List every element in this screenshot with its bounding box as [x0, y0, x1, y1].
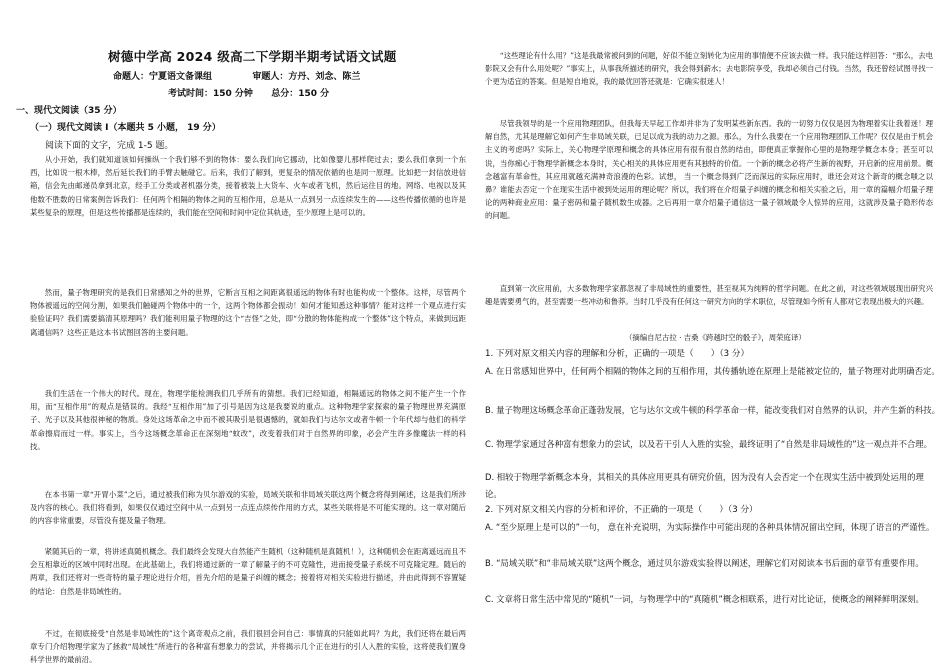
question-1-stem: 1. 下列对原文相关内容的理解和分析，正确的一项是（ ）（3 分） [485, 349, 750, 359]
question-2-option-a: A. “至少原理上是可以的”一句， 意在补充说明，为实际操作中可能出现的各种具体情况留出空间，体现了语言的严谨性。 [485, 522, 935, 532]
passage-paragraph-4: 在本书第一章“开胃小菜”之后，通过被我们称为贝尔游戏的实验，局域关联和非局域关联这两个概念将得到阐述，这是我们所涉及内容的核心。我们将看到，如果仅仅通过空间中从一点到另一点连点续传作用的方式，某些关联将是不可能实现的。这一章对随后的内容非常重要，尽管没有提及量子物理。 [30, 490, 466, 526]
section-subheading: （一）现代文阅读 I（本题共 5 小题， 19 分） [30, 123, 221, 133]
exam-title: 树德中学高 2024 级高二下学期半期考试语文试题 [108, 49, 397, 64]
passage-paragraph-8: 尽管我领导的是一个应用物理团队，但我每天早起工作却并非为了发明某些新东西。我的一切努力仅仅是因为物理着实让我着迷！理解自然，尤其是理解它如何产生非局域关联，已足以成为我的动力之源。那么，为什么我要在一个应用物理团队工作呢？仅仅是由于机会主义的考虑吗？实际上，关心物理学原理和概念的具体应用有很有很自然的结由，即便真正掌握你心里的是物理学概念本身；甚至可以说，当你痴心于物理学新概念本身时，关心相关的具体应用更有其独特的价值。一个新的概念必将产生新的视野，开启新的应用前景。概念越富有革命性，其应用就越充满神奇浪漫的色彩。试想， 当一个概念得到广泛而深远的实际应用时，谁还会对这个新奇的概念嗤之以鼻？谁能去否定一个在现实生活中被到处运用的理论呢？所以，我们将在介绍量子纠缠的概念和相关实验之后，用一章的篇幅介绍量子理论的两种商业应用：量子密码和量子随机数生成器。之后再用一章介绍量子通信这一量子领域最令人惊异的应用，这就涉及量子隐形传态的问题。 [485, 119, 933, 221]
question-1-option-a: A. 在日常感知世界中，任何两个相隔的物体之间的互相作用，其传播轨迹在原理上是能被定位的，量子物理对此明确否定。 [485, 366, 940, 376]
passage-paragraph-7: “这些理论有什么用？”这是我最常被问到的问题，好似不能立刻转化为应用的事情便不应该去做一样。我只能这样回答：“那么，去电影院又会有什么用处呢？”事实上，从事我所描述的研究，我会得到薪水；去电影院享受，我却必须自己付钱。当然，我还曾经试图寻找一个更为适宜的答案。但是短自地说，我的最优回答还就是：它确实很迷人！ [485, 51, 933, 87]
passage-paragraph-9: 直到第一次应用前，大多数物理学家都忽视了非局域性的重要性，甚至视其为纯粹的哲学问题。在此之前，对这些领域展现出研究兴趣是需要勇气的，甚至需要一些冲动和鲁莽。当时几乎没有任何这一研究方向的学术职位，尽管现如今所有人都对它表现出极大的兴趣。 [485, 284, 933, 307]
passage-paragraph-6: 不过，在彻底接受“自然是非局域性的”这个离奇观点之前，我们很回会问自己：事情真的只能如此吗？为此，我们还将在最后两章专门介绍物理学家为了拯救“局域性”所进行的各种富有想象力的尝试，并将揭示几个正在进行的引人入胜的实验，这将使我们置身科学世界的最前沿。 [30, 629, 467, 665]
passage-paragraph-2: 然而，量子物理研究的是我们日常感知之外的世界，它断言互相之间距离很遥远的物体有时也能构成一个整体。这样，尽管两个物体被遥远的空间分割，如果我们触碰两个物体中的一个，这两个物体都会振动！如何才能知悉这种事情？能对这样一个观点进行实验验证吗？我们需要搞清其原理吗？我们能利用量子物理的这个“吉怪”之处，即“分散的物体能构成一个整体”这个特点，来做到远距离通信吗？这些正是这本书试图回答的主要问题。 [30, 288, 466, 337]
section-heading: 一、现代文阅读（35 分） [16, 106, 122, 116]
author-name: 宁夏语文备课组 [149, 72, 213, 82]
reviewer-name: 方丹、刘念、陈兰 [288, 72, 361, 82]
time-label: 考试时间： [168, 89, 214, 99]
question-1-option-b: B. 量子物理这场概念革命正蓬勃发展，它与达尔文或牛顿的科学革命一样，能改变我们对自然界的认识，并产生新的科技。 [485, 405, 940, 415]
passage-paragraph-1: 从小开始，我们就知道该如何操纵一个我们够不到的物体：要么我们向它挪动，比如像婴儿那样爬过去；要么我们拿到一个东西，比如说一根木棒，然后延长我们的手臂去触碰它。后来，我们了解到，更复杂的情况依循的也是同一原理。比如把一封信放进信箱，信会先由邮递员拿到北京，经手工分类或者机器分类，接着被装上大货车、火车或者飞机，然后运往目的地。网络、电视以及其他数不胜数的日常案例告诉我们：任何两个相隔的物体之间的互相作用，总是从一点到另一点连续发生的——这些传播依循的也许是某些复杂的原理，但是这些传播都是连续的，我们能在空间和时间中定位其轨迹，至少原理上是可以的。 [30, 155, 466, 217]
passage-source: （摘编自尼古拉 · 吉桑《跨越时空的骰子》，周荣庭译） [625, 333, 806, 342]
reviewer-label: 审题人： [252, 72, 289, 82]
question-2-option-c: C. 文章将日常生活中常见的“随机”一词，与物理学中的“真随机”概念相联系，进行对比论证，使概念的阐释鲜明深刻。 [485, 594, 924, 604]
passage-paragraph-5: 紧随其后的一章，将讲述真随机概念。我们最终会发现大自然能产生随机（这种随机是真随机！），这种随机会在距离遥远而且不会互相靠近的区域中同时出现。在此基础上，我们将通过新的一章了解量子的不可克隆性，进而接受量子系统不可克隆定理。随后的两章，我们还将对一些奇特的量子理论进行介绍，首先介绍的是量子纠缠的概念；接着将对相关实验进行描述，并由此得到不容置疑的结论：自然是非局域性的。 [30, 547, 466, 596]
author-label: 命题人： [113, 72, 150, 82]
time-value: 150 分钟 [213, 89, 253, 99]
author-line [113, 69, 360, 82]
reading-instruction: 阅读下面的文字，完成 1-5 题。 [45, 141, 174, 151]
score-label: 总分： [271, 89, 299, 99]
score-value: 150 分 [298, 89, 330, 99]
question-2-stem: 2. 下列对原文相关内容的分析和评价，不正确的一项是（ ）（3 分） [485, 505, 758, 515]
question-1-option-c: C. 物理学家通过各种富有想象力的尝试，以及若干引人入胜的实验，最终证明了“自然是非局域性的”这一观点并不合理。 [485, 439, 932, 449]
question-2-option-b: B. “局域关联”和“非局域关联”这两个概念，通过贝尔游戏实验得以阐述，理解它们对阅读本书后面的章节有重要作用。 [485, 558, 924, 568]
time-score-line [168, 86, 329, 99]
question-1-option-d: D. 相较于物理学新概念本身，其相关的具体应用更具有研究价值，因为没有人会否定一个在现实生活中被到处运用的理论。 [485, 472, 924, 499]
passage-paragraph-3: 我们生活在一个伟大的时代。现在，物理学能检测我们几乎所有的猜想。我们已经知道，相隔遥远的物体之间不能产生一个作用，而“互相作用”的观点是错误的。我经“互相作用”加了引号是因为这是我要说的重点。这种物理学家探索的量子物理世界充满原子、光子以及其他很神秘的物质。身处这场革命之中而不被其吸引是很遇憾的，就如我们与达尔文或者牛顿一个年代却与他们的科学革命擦肩而过一样。事实上，当今这场概念革命正在深刻地“蚊改”，改变着我们对于自然界的印象，必会产生许多像魔法一样的科技。 [30, 389, 466, 451]
